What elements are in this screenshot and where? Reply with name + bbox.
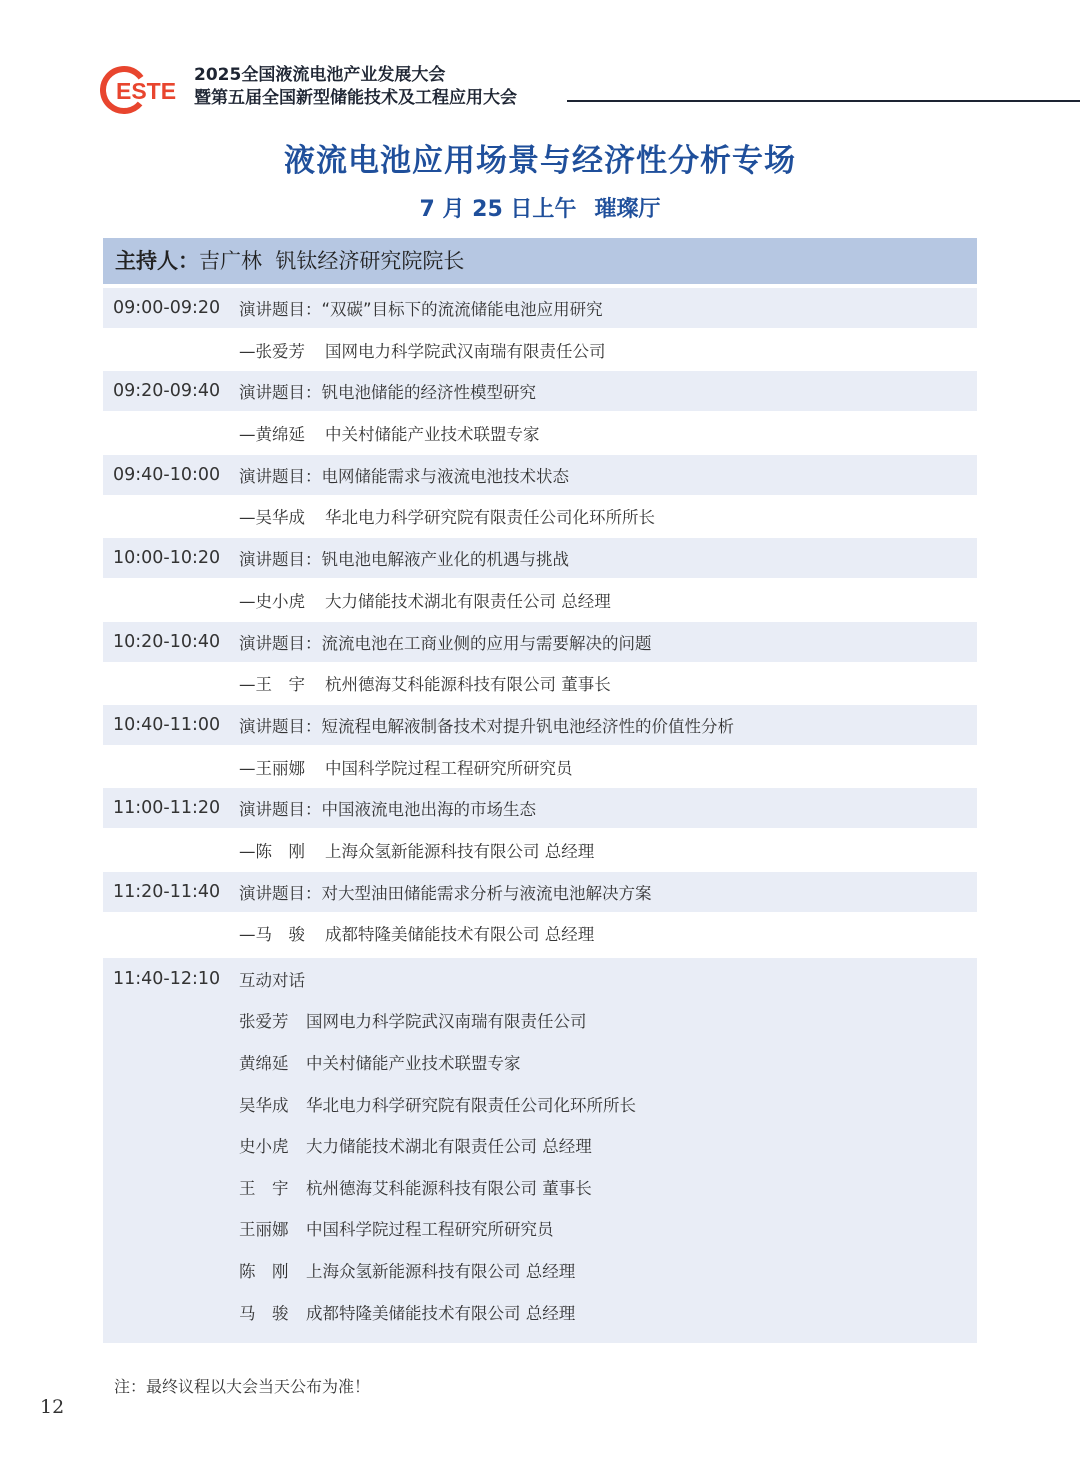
logo-text: ESTE: [116, 78, 177, 104]
panel-member: [103, 1300, 575, 1324]
session-room: 璀璨厅: [594, 197, 661, 222]
header-divider: [567, 100, 1080, 102]
talk-time: 09:00-09:20: [113, 298, 221, 318]
speaker-affiliation: 成都特隆美储能技术有限公司 总经理: [325, 925, 595, 945]
speaker-name: —史小虎: [239, 591, 305, 611]
conference-logo: [100, 62, 184, 118]
panel-member-row: [103, 1083, 977, 1125]
speaker-name: —陈 刚: [239, 842, 305, 862]
speaker-line: [103, 671, 611, 695]
speaker-affiliation: 大力储能技术湖北有限责任公司 总经理: [325, 591, 611, 611]
footnote: 注：最终议程以大会当天公布为准！: [114, 1377, 371, 1396]
speaker-line: [103, 755, 573, 779]
panel-member-affiliation: 大力储能技术湖北有限责任公司 总经理: [306, 1137, 592, 1157]
agenda-speaker-row: [103, 578, 977, 621]
agenda-speaker-row: [103, 328, 977, 371]
talk-time: 11:00-11:20: [113, 798, 221, 819]
agenda-list: [103, 288, 977, 955]
speaker-affiliation: 国网电力科学院武汉南瑞有限责任公司: [325, 341, 606, 361]
panel-member-row: [103, 1291, 977, 1333]
agenda-speaker-row: [103, 662, 977, 705]
agenda-speaker-row: [103, 411, 977, 454]
panel-member: [103, 1092, 636, 1116]
speaker-affiliation: 中国科学院过程工程研究所研究员: [325, 758, 573, 778]
conference-title-line1: 2025全国液流电池产业发展大会: [194, 65, 446, 85]
panel-member-row: [103, 1041, 977, 1083]
speaker-affiliation: 上海众氢新能源科技有限公司 总经理: [325, 842, 595, 862]
speaker-line: [103, 504, 655, 528]
agenda-topic-row: [103, 538, 977, 578]
agenda-speaker-row: [103, 745, 977, 788]
speaker-line: [103, 338, 606, 362]
panel-member-affiliation: 国网电力科学院武汉南瑞有限责任公司: [306, 1012, 587, 1032]
agenda-speaker-row: [103, 495, 977, 538]
talk-topic: 演讲题目：流流电池在工商业侧的应用与需要解决的问题: [239, 633, 652, 653]
session-subtitle: [0, 192, 1080, 223]
speaker-name: —王 宇: [239, 675, 305, 695]
panel-member-name: 黄绵延: [239, 1053, 289, 1073]
host-title: 钒钛经济研究院院长: [275, 249, 465, 273]
agenda-topic-row: [103, 872, 977, 912]
speaker-name: —吴华成: [239, 508, 305, 528]
speaker-line: [103, 921, 594, 945]
agenda-topic-row: [103, 705, 977, 745]
panel-member: [103, 1216, 554, 1240]
agenda-topic-row: [103, 788, 977, 828]
speaker-name: —王丽娜: [239, 758, 305, 778]
talk-time: 11:20-11:40: [113, 881, 221, 902]
panel-member-name: 王丽娜: [239, 1220, 289, 1240]
panel-member-affiliation: 中国科学院过程工程研究所研究员: [306, 1220, 554, 1240]
panel-member: [103, 1050, 521, 1074]
speaker-affiliation: 杭州德海艾科能源科技有限公司 董事长: [325, 675, 611, 695]
agenda-speaker-row: [103, 828, 977, 871]
talk-time: 09:20-09:40: [113, 381, 221, 402]
conference-title: [194, 64, 517, 110]
panel-member-name: 张爱芳: [239, 1012, 289, 1032]
speaker-name: —黄绵延: [239, 425, 305, 445]
panel-member-name: 吴华成: [239, 1095, 289, 1115]
talk-topic: 演讲题目：钒电池电解液产业化的机遇与挑战: [239, 550, 569, 570]
panel-member: [103, 1258, 575, 1282]
panel-member-affiliation: 成都特隆美储能技术有限公司 总经理: [306, 1303, 576, 1323]
talk-topic: 演讲题目：短流程电解液制备技术对提升钒电池经济性的价值性分析: [239, 716, 734, 736]
panel-member-row: [103, 1000, 977, 1042]
panel-member: [103, 1008, 587, 1032]
talk-topic: 演讲题目：对大型油田储能需求分析与液流电池解决方案: [239, 883, 652, 903]
panel-member-affiliation: 华北电力科学研究院有限责任公司化环所所长: [306, 1095, 636, 1115]
talk-topic: 演讲题目：中国液流电池出海的市场生态: [239, 800, 536, 820]
speaker-affiliation: 中关村储能产业技术联盟专家: [325, 425, 540, 445]
panel-member-affiliation: 杭州德海艾科能源科技有限公司 董事长: [306, 1178, 592, 1198]
panel-member-row: [103, 1208, 977, 1250]
agenda-speaker-row: [103, 912, 977, 955]
host-label: 主持人：: [115, 249, 199, 273]
conference-title-line2: 暨第五届全国新型储能技术及工程应用大会: [194, 88, 517, 108]
speaker-affiliation: 华北电力科学研究院有限责任公司化环所所长: [325, 508, 655, 528]
speaker-name: —马 骏: [239, 925, 305, 945]
panel-member-affiliation: 上海众氢新能源科技有限公司 总经理: [306, 1261, 576, 1281]
talk-time: 10:00-10:20: [113, 548, 221, 569]
talk-time: 10:40-11:00: [113, 714, 221, 735]
talk-time: 10:20-10:40: [113, 631, 221, 652]
panel-members: [103, 1000, 977, 1333]
speaker-line: [103, 588, 611, 612]
host-bar: [103, 238, 977, 284]
panel-member-name: 马 骏: [239, 1303, 289, 1323]
talk-time: 09:40-10:00: [113, 464, 221, 485]
panel-title: 互动对话: [239, 970, 305, 990]
speaker-line: [103, 421, 540, 445]
panel-member: [103, 1133, 592, 1157]
panel-member-row: [103, 1166, 977, 1208]
panel-member-name: 陈 刚: [239, 1261, 289, 1281]
panel-discussion: [103, 958, 977, 1343]
panel-member: [103, 1175, 592, 1199]
talk-topic: 演讲题目：钒电池储能的经济性模型研究: [239, 383, 536, 403]
host-name: 吉广林: [199, 249, 262, 273]
page-number: 12: [40, 1396, 65, 1418]
panel-member-affiliation: 中关村储能产业技术联盟专家: [306, 1053, 521, 1073]
agenda-topic-row: [103, 622, 977, 662]
panel-member-name: 王 宇: [239, 1178, 289, 1198]
agenda-topic-row: [103, 371, 977, 411]
talk-topic: 演讲题目：“双碳”目标下的流流储能电池应用研究: [239, 300, 603, 319]
talk-topic: 演讲题目：电网储能需求与液流电池技术状态: [239, 466, 569, 486]
session-date: 7 月 25 日上午: [419, 197, 577, 222]
agenda-topic-row: [103, 288, 977, 328]
speaker-line: [103, 838, 594, 862]
panel-time: 11:40-12:10: [113, 968, 221, 989]
panel-header-row: [103, 958, 977, 1000]
panel-member-name: 史小虎: [239, 1137, 289, 1157]
session-title: 液流电池应用场景与经济性分析专场: [284, 143, 796, 179]
panel-member-row: [103, 1124, 977, 1166]
panel-member-row: [103, 1249, 977, 1291]
speaker-name: —张爱芳: [239, 341, 305, 361]
agenda-topic-row: [103, 455, 977, 495]
